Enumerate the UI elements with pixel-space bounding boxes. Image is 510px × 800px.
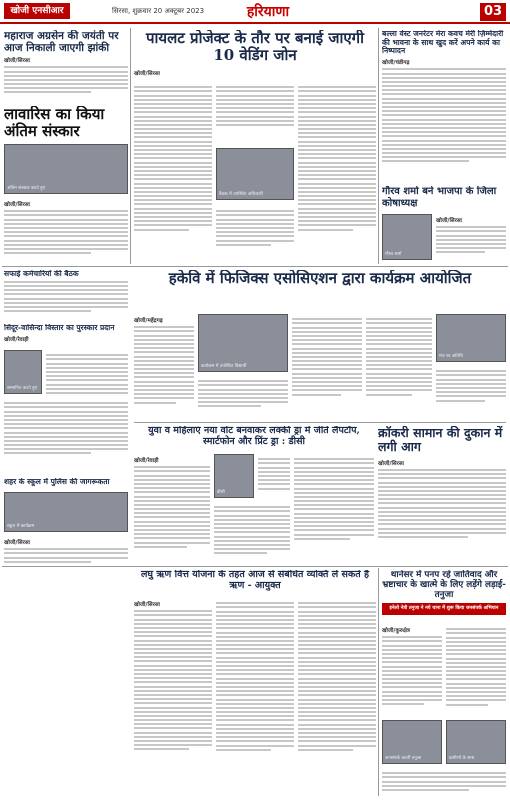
article-photo (214, 454, 254, 498)
row-rule (2, 266, 508, 267)
column-rule (130, 28, 131, 264)
article-photo (4, 350, 42, 394)
row-rule (2, 566, 508, 567)
article-voter-lucky-draw (134, 426, 374, 564)
article-lavaris (4, 106, 128, 266)
byline: खोजी/महेंद्रगढ़ (134, 318, 163, 324)
article-photo (382, 720, 442, 764)
article-photo (4, 144, 128, 194)
byline: खोजी/कुरुक्षेत्र (382, 628, 410, 634)
headline: युवा व महिलाएं नया वोट बनवाकर लक्की ड्रा में जीतें लैपटॉप, स्मार्टफोन और प्रिंट ड्रा : डीसी (148, 426, 360, 447)
article-photo (4, 492, 128, 532)
headline: पायलट प्रोजेक्ट के तौर पर बनाई जाएगी 10 वेडिंग जोन (146, 30, 364, 65)
byline: खोजी/सिरसा (134, 602, 160, 608)
article-loan-scheme (134, 570, 376, 796)
photo-caption: कार्यक्रम में उपस्थित विद्यार्थी (201, 364, 247, 369)
photo-caption: बैठक में उपस्थित अधिकारी (219, 192, 263, 197)
article-waste-generator (382, 30, 506, 182)
headline: लावारिस का किया अंतिम संस्कार (4, 106, 105, 141)
byline: खोजी/सिरसा (4, 202, 30, 208)
byline: खोजी/सिरसा (378, 460, 404, 467)
headline: बल्ला वेस्ट जनरेटर मेरा कवच मेरी ज़िम्मेदारी की भावना के साथ खुद करें अपने कार्य का निष्पादन (382, 30, 504, 56)
photo-caption: गौरव शर्मा (385, 252, 402, 257)
headline: महाराज अग्रसेन की जयंती पर आज निकाली जाएगी झांकी (4, 30, 119, 55)
subheadline: इनेलो नेत्री तनुजा ने नये थाना में शुरू किया जनसंपर्क अभियान (382, 603, 506, 615)
byline: खोजी/सिरसा (134, 70, 160, 77)
article-photo (446, 720, 506, 764)
byline: खोजी/सिरसा (4, 58, 30, 65)
article-sindur (4, 324, 128, 474)
headline: क्रॉकरी सामान की दुकान में लगी आग (378, 426, 503, 455)
photo-caption: डीसी (217, 490, 225, 495)
byline: खोजी/चंडीगढ़ (382, 60, 410, 67)
headline: सिंदूर-वासिन्दा विस्तार का पुरस्कार प्रदान (4, 324, 115, 332)
row-rule (134, 422, 506, 423)
page-number: 03 (480, 3, 506, 21)
article-school (4, 478, 128, 564)
article-wedding-zone (134, 30, 376, 264)
photo-caption: अंतिम संस्कार करते हुए (7, 186, 46, 191)
photo-caption: जनसंपर्क करतीं तनुजा (385, 756, 422, 761)
headline: लघु ऋण वित्त योजना के तहत आज से संबंधित व्यक्ति ले सकते हैं ऋण - आयुक्त (140, 570, 370, 591)
photo-caption: सम्मानित करते हुए (7, 386, 38, 391)
column-rule (378, 568, 379, 796)
byline: खोजी/रेवाड़ी (4, 336, 29, 343)
edition-date: सिरसा, शुक्रवार 20 अक्टूबर 2023 (112, 7, 205, 15)
article-physics-association (134, 270, 506, 420)
article-photo (382, 214, 432, 260)
headline: सफाई कर्मचारियों की बैठक (4, 270, 79, 278)
byline: खोजी/सिरसा (4, 540, 30, 546)
headline: गौरव शर्मा बने भाजपा के जिला कोषाध्यक्ष (382, 186, 497, 209)
headline: हकेवि में फिजिक्स एसोसिएशन द्वारा कार्यक्रम आयोजित (168, 270, 472, 287)
photo-caption: मंच पर अतिथि (439, 354, 464, 359)
photo-caption: स्कूल में कार्यक्रम (7, 524, 35, 529)
byline: खोजी/सिरसा (436, 218, 462, 224)
byline: खोजी/रेवाड़ी (134, 458, 159, 464)
newspaper-logo: खोजी एनसीआर (4, 3, 70, 19)
article-photo (198, 314, 288, 372)
article-photo (436, 314, 506, 362)
masthead (0, 0, 510, 24)
photo-caption: ग्रामीणों के साथ (449, 756, 475, 761)
headline: शहर के स्कूल में पुलिस की जागरूकता (4, 478, 110, 486)
article-safai (4, 270, 128, 320)
article-photo (216, 148, 294, 200)
article-tanuja-campaign (382, 570, 506, 796)
article-agrasen (4, 30, 128, 102)
headline: थानेसर में पनप रहे जातिवाद और भ्रष्टाचार के खात्मे के लिए लड़ेंगे लड़ाई-तनुजा (382, 570, 506, 601)
article-gaurav-sharma (382, 186, 506, 264)
column-rule (378, 28, 379, 264)
section-title: हरियाणा (246, 4, 290, 20)
article-crockery-fire (378, 426, 506, 564)
